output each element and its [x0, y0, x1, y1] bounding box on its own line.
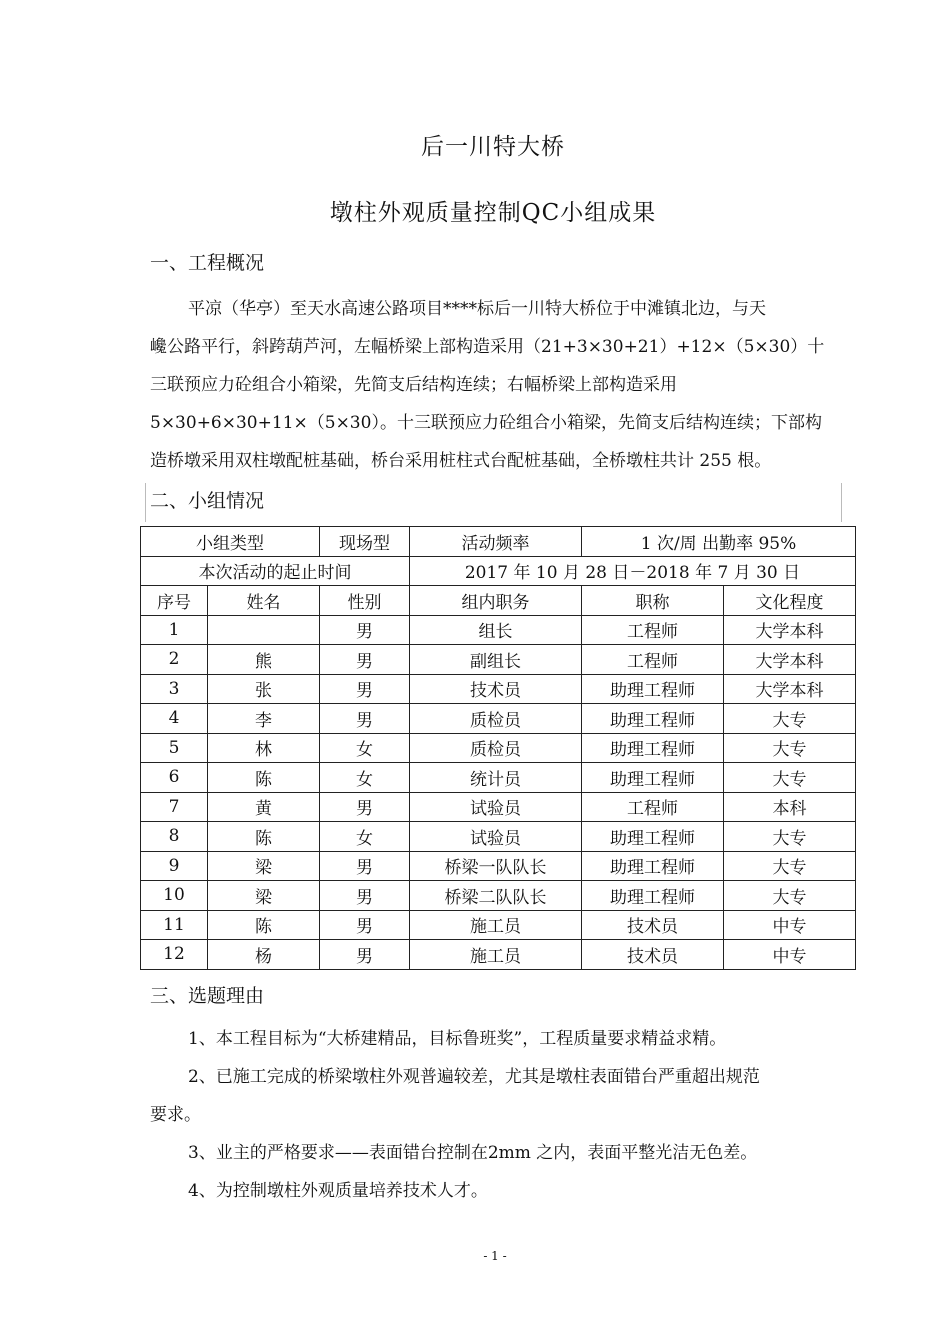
table-cell: 男 [320, 674, 410, 704]
table-cell: 助理工程师 [582, 851, 724, 881]
table-cell: 桥梁一队队长 [410, 851, 582, 881]
overview-paragraph [150, 290, 850, 480]
table-cell: 本科 [724, 792, 856, 822]
table-cell: 中专 [724, 940, 856, 970]
table-row [141, 615, 856, 645]
table-cell: 男 [320, 615, 410, 645]
table-cell: 男 [320, 645, 410, 675]
table-cell: 大专 [724, 822, 856, 852]
table-cell: 11 [141, 910, 208, 940]
table-cell: 助理工程师 [582, 674, 724, 704]
table-cell: 副组长 [410, 645, 582, 675]
table-row [141, 556, 856, 586]
table-cell: 9 [141, 851, 208, 881]
column-header: 文化程度 [724, 586, 856, 616]
table-cell: 女 [320, 733, 410, 763]
column-header: 序号 [141, 586, 208, 616]
table-cell: 熊 [208, 645, 320, 675]
table-cell: 中专 [724, 910, 856, 940]
overview-line: 造桥墩采用双柱墩配桩基础，桥台采用桩柱式台配桩基础，全桥墩柱共计 255 根。 [150, 451, 772, 471]
overview-line: 5×30+6×30+11×（5×30）。十三联预应力砼组合小箱梁，先简支后结构连续；下部构 [150, 413, 822, 433]
table-row [141, 763, 856, 793]
column-header: 组内职务 [410, 586, 582, 616]
table-cell: 张 [208, 674, 320, 704]
table-cell: 林 [208, 733, 320, 763]
table-cell: 梁 [208, 851, 320, 881]
activity-frequency-label: 活动频率 [410, 527, 582, 557]
table-cell: 助理工程师 [582, 733, 724, 763]
table-cell: 大学本科 [724, 674, 856, 704]
group-members-table [140, 526, 856, 970]
table-cell: 助理工程师 [582, 704, 724, 734]
table-cell: 7 [141, 792, 208, 822]
member-rows [141, 615, 856, 969]
table-cell: 男 [320, 704, 410, 734]
table-row [141, 792, 856, 822]
table-row [141, 704, 856, 734]
table-cell: 技术员 [410, 674, 582, 704]
table-cell: 助理工程师 [582, 763, 724, 793]
table-row [141, 940, 856, 970]
table-row [141, 733, 856, 763]
group-type-value: 现场型 [320, 527, 410, 557]
table-cell: 施工员 [410, 940, 582, 970]
table-cell: 组长 [410, 615, 582, 645]
table-cell: 李 [208, 704, 320, 734]
table-cell: 技术员 [582, 940, 724, 970]
page-number: - 1 - [483, 1249, 507, 1263]
table-cell: 大专 [724, 704, 856, 734]
table-cell: 质检员 [410, 704, 582, 734]
table-cell: 工程师 [582, 792, 724, 822]
overview-line: 巉公路平行，斜跨葫芦河，左幅桥梁上部构造采用（21+3×30+21）+12×（5×30）十 [150, 337, 825, 357]
table-cell: 大学本科 [724, 645, 856, 675]
table-cell: 助理工程师 [582, 881, 724, 911]
table-row [141, 674, 856, 704]
table-row [141, 645, 856, 675]
table-cell: 男 [320, 851, 410, 881]
table-cell: 女 [320, 822, 410, 852]
activity-period-label: 本次活动的起止时间 [141, 556, 410, 586]
reason-item-2-continued: 要求。 [150, 1105, 201, 1125]
table-cell: 2 [141, 645, 208, 675]
table-cell: 梁 [208, 881, 320, 911]
table-cell: 12 [141, 940, 208, 970]
table-cell: 8 [141, 822, 208, 852]
table-cell: 大学本科 [724, 615, 856, 645]
table-cell: 大专 [724, 763, 856, 793]
table-cell: 试验员 [410, 792, 582, 822]
table-cell [208, 615, 320, 645]
table-row [141, 527, 856, 557]
activity-frequency-value: 1 次/周 出勤率 95% [582, 527, 856, 557]
table-cell: 男 [320, 910, 410, 940]
table-header-row [141, 586, 856, 616]
table-cell: 工程师 [582, 645, 724, 675]
column-header: 性别 [320, 586, 410, 616]
group-type-label: 小组类型 [141, 527, 320, 557]
table-cell: 4 [141, 704, 208, 734]
table-cell: 陈 [208, 763, 320, 793]
table-row [141, 881, 856, 911]
table-cell: 1 [141, 615, 208, 645]
table-cell: 男 [320, 940, 410, 970]
reason-item-3: 3、业主的严格要求——表面错台控制在2mm 之内，表面平整光洁无色差。 [188, 1143, 758, 1163]
table-cell: 大专 [724, 881, 856, 911]
activity-period-value: 2017 年 10 月 28 日－2018 年 7 月 30 日 [410, 556, 856, 586]
table-cell: 工程师 [582, 615, 724, 645]
reason-item-1: 1、本工程目标为“大桥建精品，目标鲁班奖”，工程质量要求精益求精。 [188, 1029, 727, 1049]
table-cell: 大专 [724, 851, 856, 881]
table-cell: 杨 [208, 940, 320, 970]
table-cell: 桥梁二队队长 [410, 881, 582, 911]
table-cell: 6 [141, 763, 208, 793]
column-header: 姓名 [208, 586, 320, 616]
table-cell: 施工员 [410, 910, 582, 940]
table-cell: 5 [141, 733, 208, 763]
table-cell: 助理工程师 [582, 822, 724, 852]
table-cell: 黄 [208, 792, 320, 822]
table-cell: 质检员 [410, 733, 582, 763]
table-cell: 男 [320, 792, 410, 822]
table-cell: 统计员 [410, 763, 582, 793]
table-cell: 陈 [208, 822, 320, 852]
overview-line: 三联预应力砼组合小箱梁，先简支后结构连续；右幅桥梁上部构造采用 [150, 375, 677, 395]
table-cell: 技术员 [582, 910, 724, 940]
table-row [141, 910, 856, 940]
table-cell: 试验员 [410, 822, 582, 852]
document-title: 后一川特大桥 [421, 134, 565, 160]
table-cell: 女 [320, 763, 410, 793]
table-row [141, 822, 856, 852]
topic-reasons [150, 1020, 850, 1210]
table-cell: 陈 [208, 910, 320, 940]
table-cell: 3 [141, 674, 208, 704]
column-header: 职称 [582, 586, 724, 616]
overview-line: 平凉（华亭）至天水高速公路项目****标后一川特大桥位于中滩镇北边，与天 [188, 299, 766, 319]
table-cell: 男 [320, 881, 410, 911]
section-heading-group: 二、小组情况 [150, 490, 265, 512]
table-cell: 10 [141, 881, 208, 911]
section-heading-overview: 一、工程概况 [150, 252, 265, 274]
section-heading-topic-reason: 三、选题理由 [150, 985, 265, 1007]
table-cell: 大专 [724, 733, 856, 763]
table-row [141, 851, 856, 881]
reason-item-2: 2、已施工完成的桥梁墩柱外观普遍较差，尤其是墩柱表面错台严重超出规范 [188, 1067, 760, 1087]
document-subtitle: 墩柱外观质量控制QC小组成果 [329, 200, 657, 226]
reason-item-4: 4、为控制墩柱外观质量培养技术人才。 [188, 1181, 488, 1201]
